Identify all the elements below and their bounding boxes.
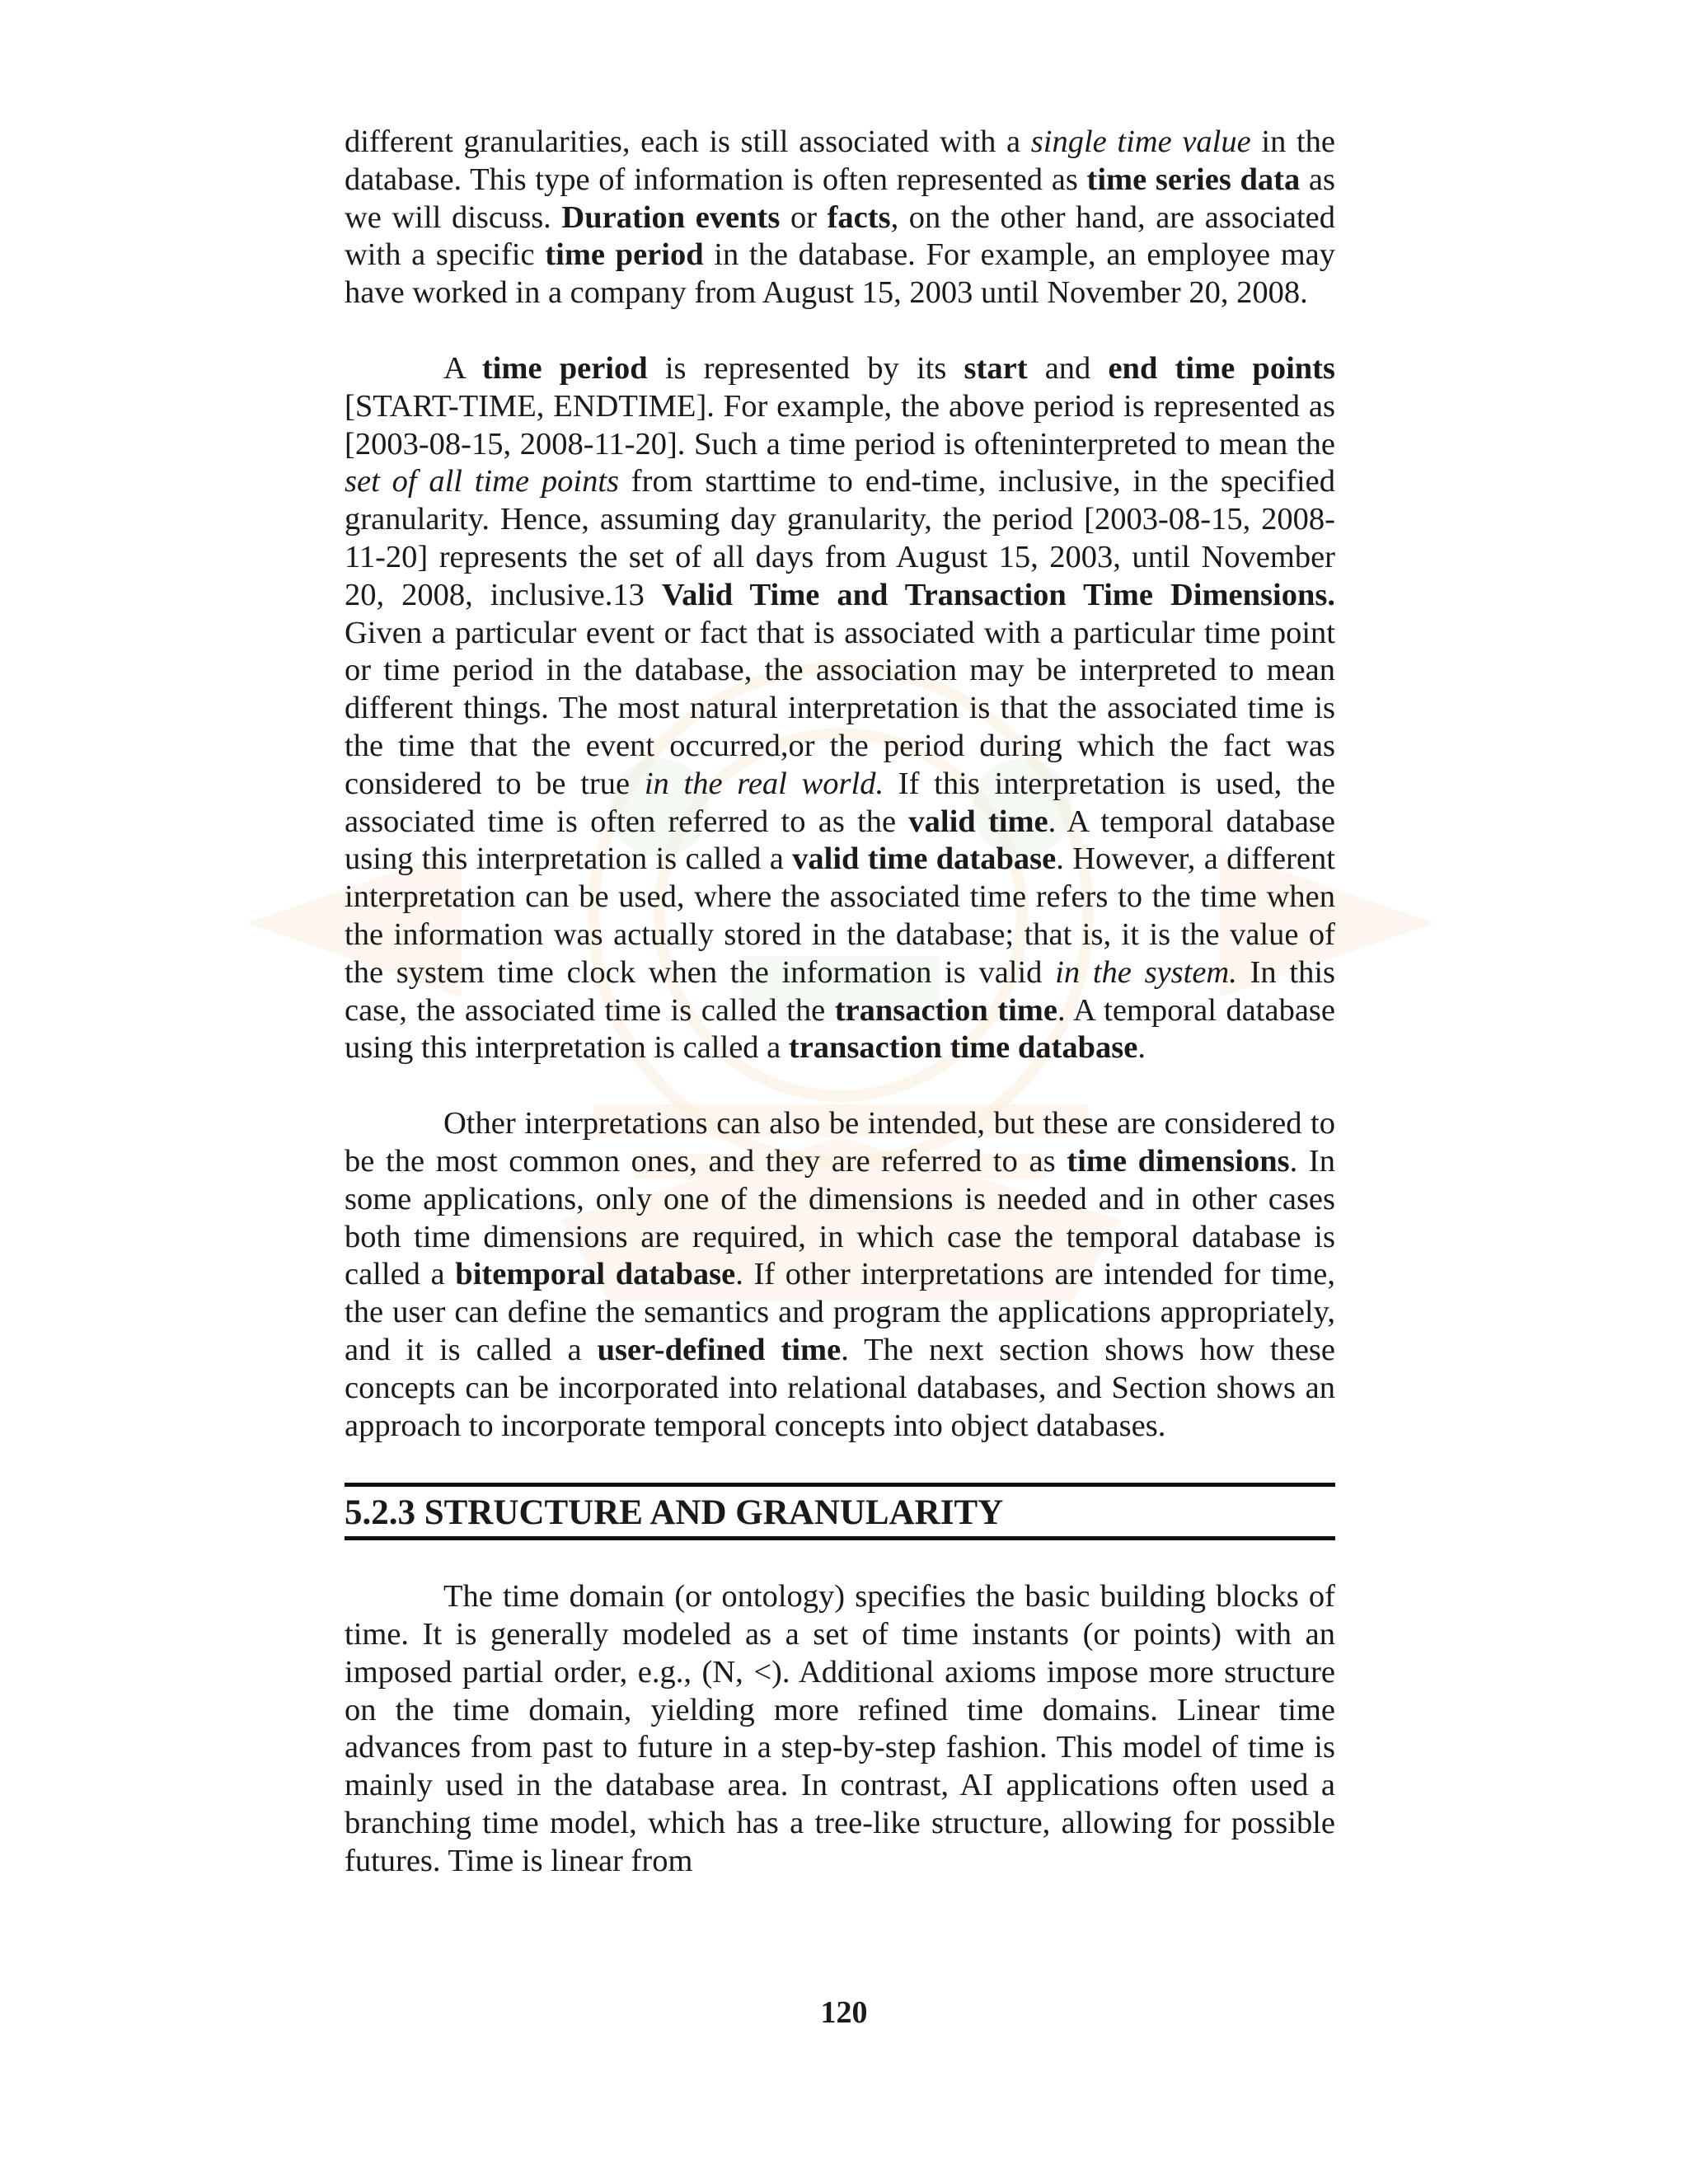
paragraph-time-dimensions: Other interpretations can also be intended, but these are considered to be the most common ones, and they are referred to as time dimensions. In some applications, only one of the dimensions is needed and in other cases both time dimensions are required, in which case the temporal database is called a bitemporal database. If other interpretations are intended for time, the user can define the semantics and program the applications appropriately, and it is called a user-defined time. The next section shows how these concepts can be incorporated into relational databases, and Section shows an approach to incorporate temporal concepts into object databases. <box>345 1106 1335 1443</box>
page-content <box>345 124 1335 1881</box>
term-bitemporal-database: bitemporal database <box>455 1257 736 1292</box>
emphasis-real-world: in the real world. <box>644 766 884 801</box>
term-time-dimensions: time dimensions <box>1067 1143 1290 1179</box>
term-time-period: time period <box>545 237 704 273</box>
term-valid-time: valid time <box>908 804 1048 839</box>
term-facts: facts <box>827 199 891 235</box>
term-time-period: time period <box>481 350 648 386</box>
section-heading: 5.2.3 STRUCTURE AND GRANULARITY <box>345 1493 1004 1533</box>
term-time-series-data: time series data <box>1086 162 1301 197</box>
page-number: 120 <box>820 1995 868 2030</box>
emphasis-single-time-value: single time value <box>1030 124 1251 159</box>
paragraph-time-period: A time period is represented by its start and end time points [START-TIME, ENDTIME]. For example, the above period is represented as [2003-08-15, 2008-11-20]. Such a time period is ofteninterpreted to mean the set of all time points from starttime to end-time, inclusive, in the specified granularity. Hence, assuming day granularity, the period [2003-08-15, 2008-11-20] represents the set of all days from August 15, 2003, until November 20, 2008, inclusive.13 Valid Time and Transaction Time Dimensions. Given a particular event or fact that is associated with a particular time point or time period in the database, the association may be interpreted to mean different things. The most natural interpretation is that the associated time is the time that the event occurred,or the period during which the fact was considered to be true in the real world. If this interpretation is used, the associated time is often referred to as the valid time. A temporal database using this interpretation is called a valid time database. However, a different interpretation can be used, where the associated time refers to the time when the information was actually stored in the database; that is, it is the value of the system time clock when the information is valid in the system. In this case, the associated time is called the transaction time. A temporal database using this interpretation is called a transaction time database. <box>345 350 1336 1066</box>
section-heading-block <box>345 1483 1335 1540</box>
term-end-time-points: end time points <box>1108 350 1335 386</box>
term-transaction-time-database: transaction time database <box>788 1030 1138 1066</box>
term-user-defined-time: user-defined time <box>597 1332 842 1367</box>
term-valid-time-database: valid time database <box>792 841 1057 877</box>
emphasis-in-the-system: in the system. <box>1055 954 1237 990</box>
emphasis-set-of-all-time-points: set of all time points <box>345 464 619 499</box>
term-duration-events: Duration events <box>561 199 781 235</box>
paragraph-time-domain: The time domain (or ontology) specifies the basic building blocks of time. It is generally modeled as a set of time instants (or points) with an imposed partial order, e.g., (N, <). Additional axioms impose more structure on the time domain, yielding more refined time domains. Linear time advances from past to future in a step-by-step fashion. This model of time is mainly used in the database area. In contrast, AI applications often used a branching time model, which has a tree-like structure, allowing for possible futures. Time is linear from <box>345 1579 1335 1878</box>
paragraph-granularity: different granularities, each is still associated with a single time value in the database. This type of information is often represented as time series data as we will discuss. Duration events or facts, on the other hand, are associated with a specific time period in the database. For example, an employee may have worked in a company from August 15, 2003 until November 20, 2008. <box>345 124 1336 311</box>
term-valid-transaction-dimensions: Valid Time and Transaction Time Dimensions. <box>661 577 1335 612</box>
term-start: start <box>964 350 1028 386</box>
term-transaction-time: transaction time <box>834 992 1057 1028</box>
